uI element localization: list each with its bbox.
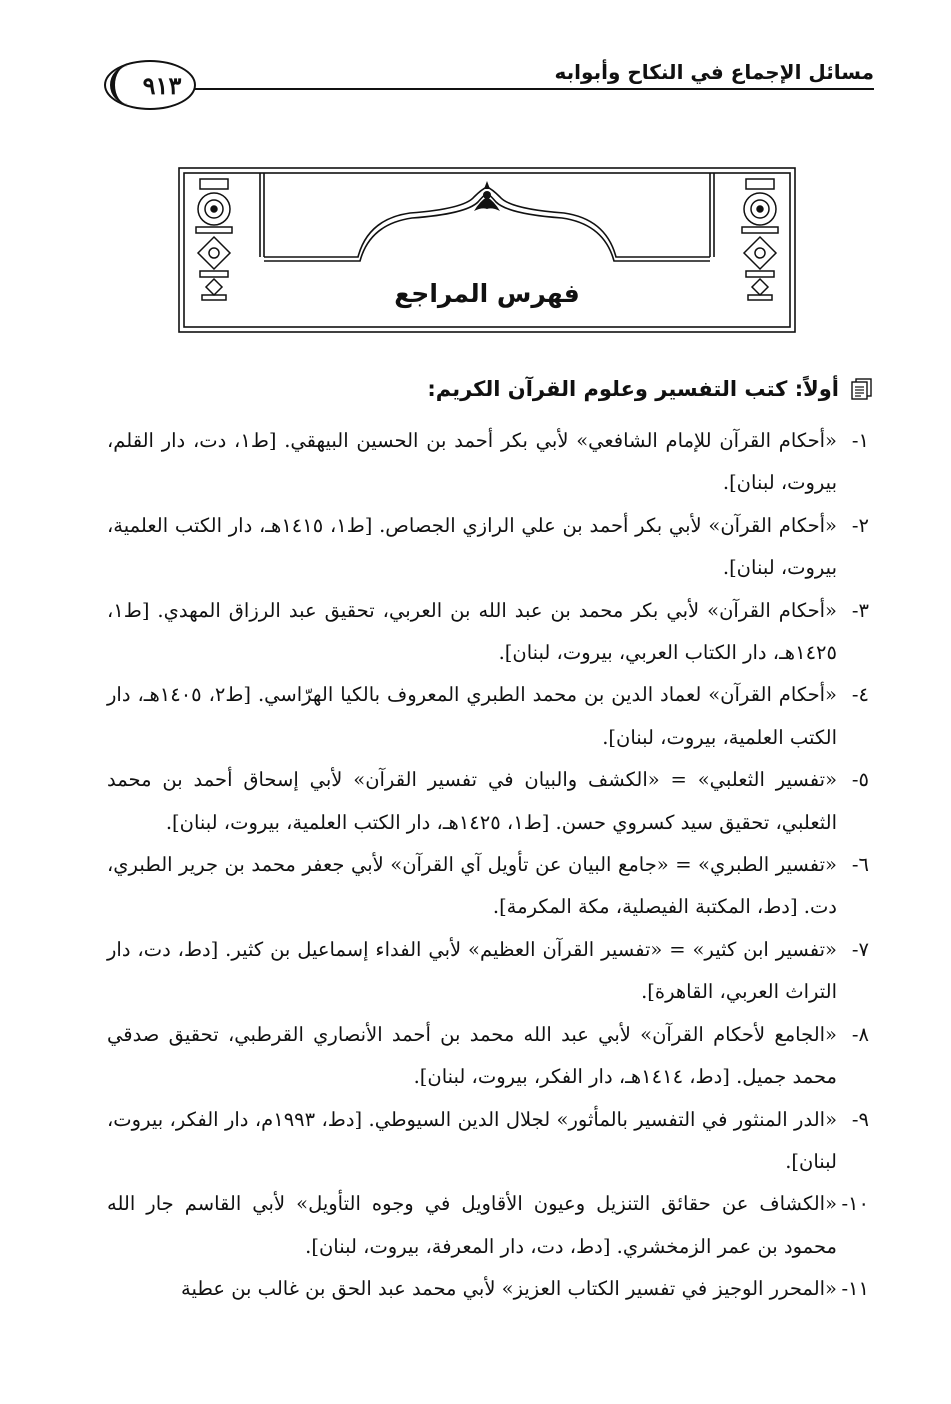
entry-text: «أحكام القرآن» لأبي بكر محمد بن عبد الله بن العربي، تحقيق عبد الرزاق المهدي. [ط١، ١٤٢٥هـ، دار الكتاب العربي، بيروت، لبنان]. [107,598,837,665]
entry-number: ١٠- [841,1192,869,1216]
reference-entry [107,505,869,590]
entry-number: ٨- [851,1022,869,1046]
entry-number: ٩- [851,1107,869,1131]
entry-text: «المحرر الوجيز في تفسير الكتاب العزيز» لأبي محمد عبد الحق بن غالب بن عطية [181,1277,837,1301]
header-rule [192,88,874,90]
entry-number: ٤- [851,683,869,707]
reference-list [107,420,869,1311]
entry-text: «الكشاف عن حقائق التنزيل وعيون الأقاويل في وجوه التأويل» لأبي القاسم جار الله محمود بن عمر الزمخشري. [دط، دت، دار المعرفة، بيروت، لبنان]. [107,1192,837,1258]
reference-entry [107,590,869,675]
entry-number: ١١- [841,1277,869,1301]
entry-number: ٥- [851,768,869,792]
entry-text: «أحكام القرآن للإمام الشافعي» لأبي بكر أحمد بن الحسين البيهقي. [ط١، دت، دار القلم، بيروت، لبنان]. [107,429,837,495]
reference-entry [107,1183,869,1268]
entry-text: «أحكام القرآن» لأبي بكر أحمد بن علي الرازي الجصاص. [ط١، ١٤١٥هـ، دار الكتب العلمية، بيروت، لبنان]. [107,513,837,580]
reference-entry [107,420,869,505]
entry-number: ٣- [851,598,869,622]
running-title: مسائل الإجماع في النكاح وأبوابه [554,60,874,84]
running-header [104,56,874,126]
entry-text: «تفسير الثعلبي» = «الكشف والبيان في تفسير القرآن» لأبي إسحاق أحمد بن محمد الثعلبي، تحقيق سيد كسروي حسن. [ط١، ١٤٢٥هـ، دار الكتب العلمية، بيروت، لبنان]. [107,768,837,834]
reference-entry [107,759,869,844]
entry-text: «أحكام القرآن» لعماد الدين بن محمد الطبري المعروف بالكيا الهرّاسي. [ط٢، ١٤٠٥هـ، دار الكتب العلمية، بيروت، لبنان]. [107,683,837,749]
ornamental-frame-border [178,167,796,333]
entry-number: ١- [851,429,869,452]
entry-number: ٢- [851,513,869,537]
entry-text: «الدر المنثور في التفسير بالمأثور» لجلال الدين السيوطي. [دط، ١٩٩٣م، دار الفكر، بيروت، لبنان]. [107,1107,837,1173]
section-heading-text: أولاً: كتب التفسير وعلوم القرآن الكريم: [427,377,839,401]
document-stack-icon [849,377,873,401]
section-heading [427,370,873,408]
reference-entry [107,844,869,929]
finial-ornament [474,181,500,211]
entry-text: «تفسير الطبري» = «جامع البيان عن تأويل آي القرآن» لأبي جعفر محمد بن جرير الطبري، دت. [دط، المكتبة الفيصلية، مكة المكرمة]. [107,853,837,919]
reference-entry [107,674,869,759]
entry-text: «الجامع لأحكام القرآن» لأبي عبد الله محمد بن أحمد الأنصاري القرطبي، تحقيق صدقي محمد جميل. [دط، ١٤١٤هـ، دار الفكر، بيروت، لبنان]. [107,1022,837,1089]
reference-entry [107,1268,869,1310]
page-number: ٩١٣ [142,71,182,100]
reference-entry [107,1099,869,1184]
reference-entry [107,929,869,1014]
reference-entry [107,1014,869,1099]
entry-number: ٧- [851,937,869,961]
page-number-oval [104,60,196,110]
entry-number: ٦- [851,853,869,877]
entry-text: «تفسير ابن كثير» = «تفسير القرآن العظيم» لأبي الفداء إسماعيل بن كثير. [دط، دت، دار التراث العربي، القاهرة]. [107,937,837,1004]
title-frame [178,167,796,333]
references-index-title: فهرس المراجع [394,279,580,308]
